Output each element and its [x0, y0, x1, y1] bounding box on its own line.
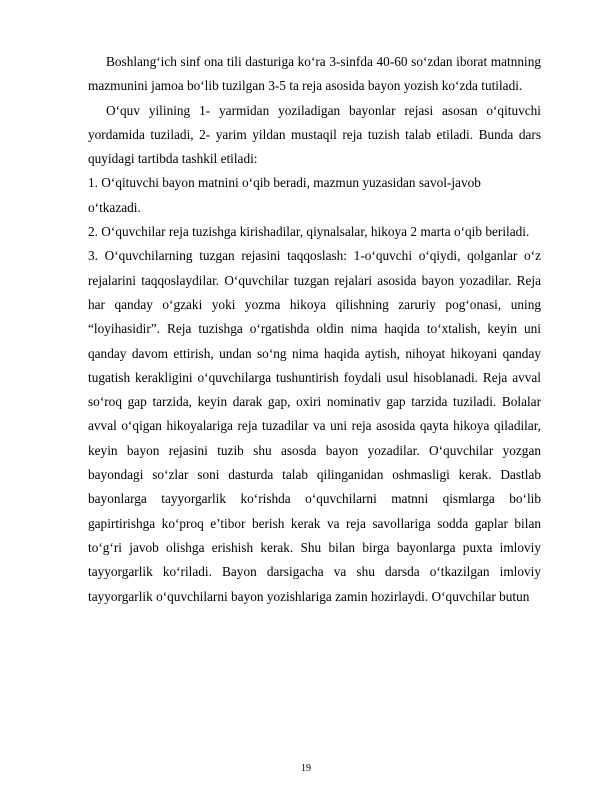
page-number: 19 — [301, 763, 311, 774]
list-item-1: 1. O‘qituvchi bayon matnini o‘qib beradi, mazmun yuzasidan savol-javob — [88, 175, 481, 191]
paragraph-plan-rules: O‘quv yilining 1- yarmidan yoziladigan bayonlar rejasi asosan o‘qituvchi yordamida tuziladi, 2- yarim yildan mustaqil reja tuzish talab etiladi. Bunda dars quyidagi tartibda tashkil etiladi: — [88, 102, 541, 167]
paragraph-intro: Boshlang‘ich sinf ona tili dasturiga ko‘ra 3-sinfda 40-60 so‘zdan iborat matnning mazmunini jamoa bo‘lib tuzilgan 3-5 ta reja asosida bayon yozish ko‘zda tutiladi. — [88, 54, 541, 94]
list-item-3: 3. O‘quvchilarning tuzgan rejasini taqqoslash: 1-o‘quvchi o‘qiydi, qolganlar o‘z rejalarini taqqoslaydilar. O‘quvchilar tuzgan rejalari asosida bayon yozadilar. Reja har qanday o‘gzaki yoki yozma hikoya qilishning zaruriy pog‘onasi, uning “loyihasidir”. Reja tuzishga o‘rgatishda oldin nima haqida to‘xtalish, keyin uni qanday davom ettirish, undan so‘ng nima haqida aytish, nihoyat hikoyani qanday tugatish kerakligini o‘quvchilarga tushuntirish foydali usul hisoblanadi. Reja avval so‘roq gap tarzida, keyin darak gap, oxiri nominativ gap tarzida tuziladi. Bolalar avval o‘qigan hikoyalariga reja tuzadilar va uni reja asosida qayta hikoya qiladilar, keyin bayon rejasini tuzib shu asosda bayon yozadilar. O‘quvchilar yozgan bayondagi so‘zlar soni dasturda talab qilinganidan oshmasligi kerak. Dastlab bayonlarga tayyorgarlik ko‘rishda o‘quvchilarni matnni qismlarga bo‘lib gapirtirishga ko‘proq e’tibor berish kerak va reja savollariga sodda gaplar bilan to‘g‘ri javob olishga erishish kerak. Shu bilan birga bayonlarga puxta imloviy tayyorgarlik ko‘riladi. Bayon darsigacha va shu darsda o‘tkazilgan imloviy tayyorgarlik o‘quvchilarni bayon yozishlariga zamin hozirlaydi. O‘quvchilar butun — [88, 248, 541, 604]
list-item-2: 2. O‘quvchilar reja tuzishga kirishadilar, qiynalsalar, hikoya 2 marta o‘qib beriladi. — [88, 224, 530, 240]
list-item-1-continuation: o‘tkazadi. — [88, 199, 141, 215]
document-body — [88, 50, 541, 609]
